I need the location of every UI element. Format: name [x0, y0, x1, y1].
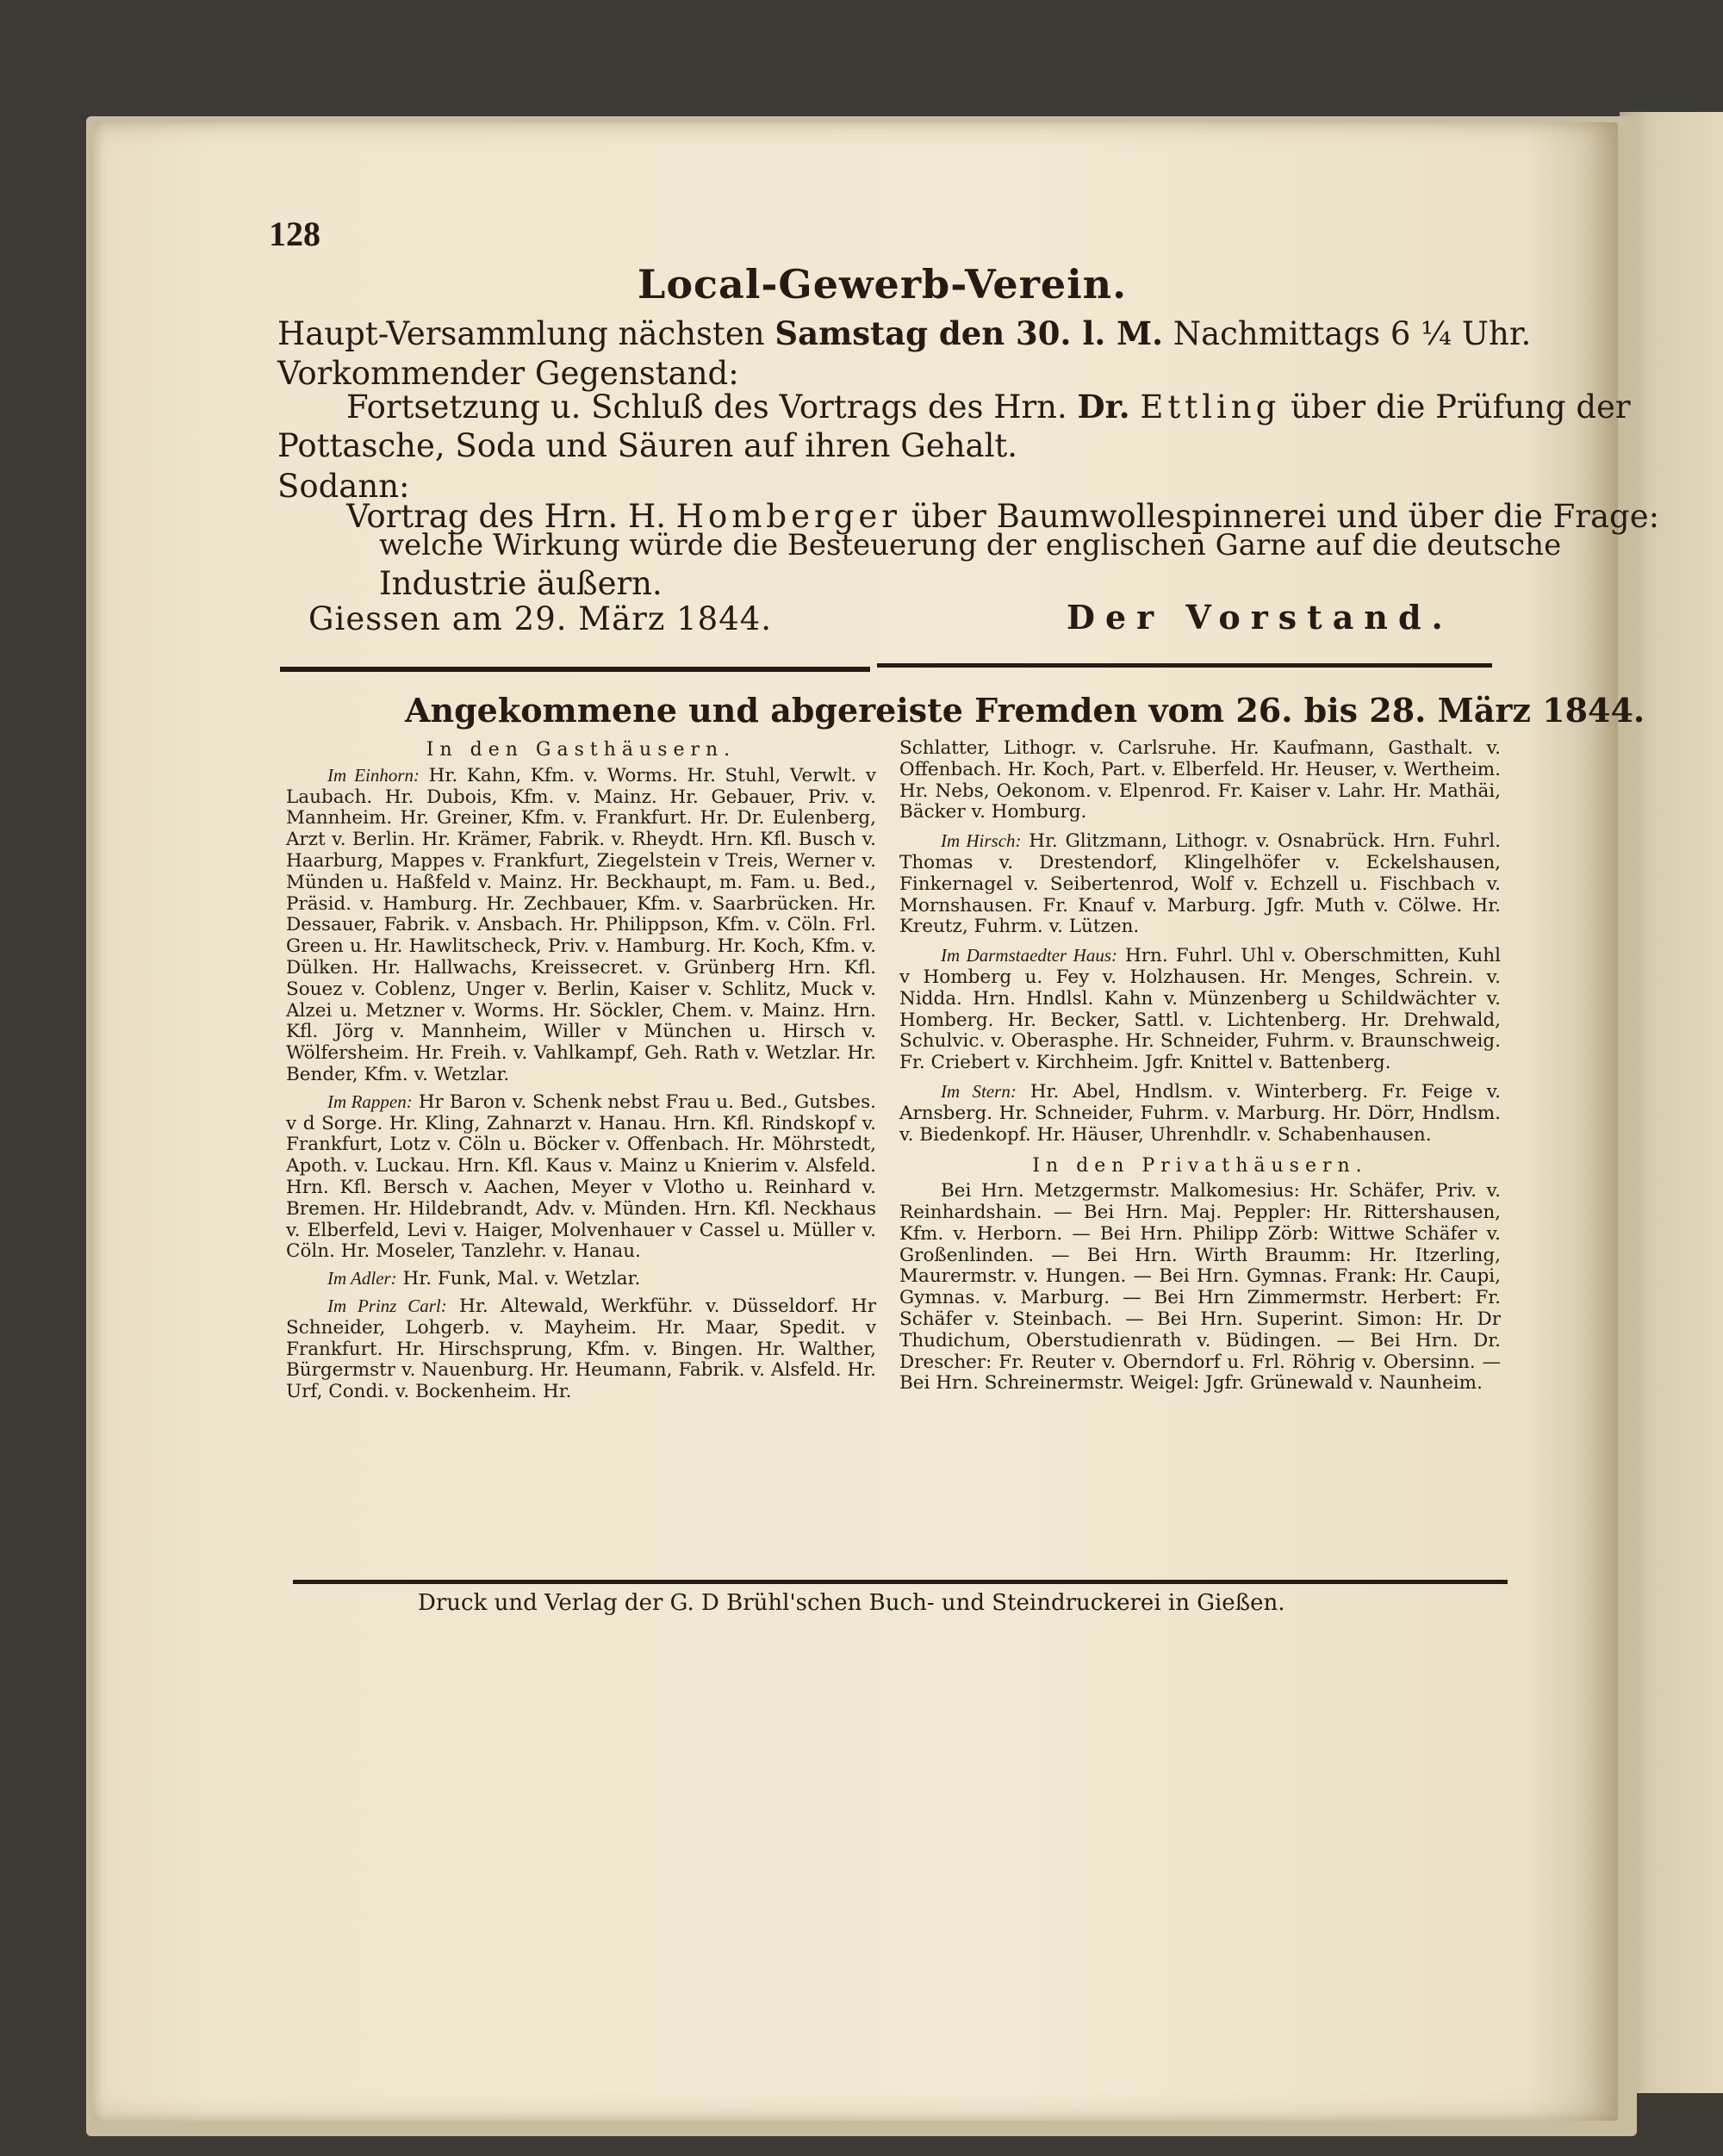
lecture-intro: Fortsetzung u. Schluß des Vortrags des Hrn. — [346, 388, 1067, 426]
announcement-line-4: Pottasche, Soda und Säuren auf ihren Gehalt. — [277, 427, 1018, 464]
place-date: Giessen am 29. März 1844. — [308, 600, 773, 637]
separator-right — [877, 663, 1492, 668]
prinz-carl-label: Im Prinz Carl: — [327, 1295, 447, 1316]
signature: Der Vorstand. — [1067, 598, 1453, 637]
meeting-intro: Haupt-Versammlung nächsten — [277, 315, 765, 352]
stern-label: Im Stern: — [941, 1080, 1017, 1102]
bottom-rule — [293, 1580, 1508, 1584]
prinz-carl-entry — [286, 1295, 876, 1403]
rappen-entry — [286, 1091, 876, 1263]
prinz-carl-continued: Schlatter, Lithogr. v. Carlsruhe. Hr. Kaufmann, Gasthalt. v. Offenbach. Hr. Koch, Part. v. Elberfeld. Hr. Heuser, v. Wertheim. Hr. Nebs, Oekonom. v. Elpenrod. Fr. Kaiser v. Lahr. Hr. Mathäi, Bäcker v. Homburg. — [899, 737, 1501, 823]
einhorn-entry — [286, 765, 876, 1086]
darmstaedter-entry — [899, 945, 1501, 1074]
announcement-line-7: welche Wirkung würde die Besteuerung der englischen Garne auf die deutsche — [379, 528, 1562, 562]
announcement-line-8: Industrie äußern. — [379, 565, 662, 602]
announcement-line-3 — [346, 388, 1631, 426]
separator-left — [280, 667, 870, 672]
hirsch-guests: Hr. Glitzmann, Lithogr. v. Osnabrück. Hrn. Fuhrl. Thomas v. Drestendorf, Klingelhöfer v. Eckelshausen, Finkernagel v. Seibertenrod, Wolf v. Echzell u. Fischbach v. Mornshausen. Fr. Knauf v. Marburg. Jgfr. Muth v. Cölwe. Hr. Kreutz, Fuhrm. v. Lützen. — [899, 830, 1501, 938]
einhorn-label: Im Einhorn: — [327, 764, 420, 786]
lecture-topic-start: über die Prüfung der — [1291, 388, 1631, 426]
meeting-time: Nachmittags 6 ¼ Uhr. — [1173, 315, 1532, 352]
private-houses-guests: Bei Hrn. Metzgermstr. Malkomesius: Hr. Schäfer, Priv. v. Reinhardshain. — Bei Hrn. Maj. Peppler: Hr. Rittershausen, Kfm. v. Herborn. — Bei Hrn. Philipp Zörb: Wittwe Schäfer v. Großenlinden. — Bei Hrn. Wirth Braumm: Hr. Itzerling, Maurermstr. v. Hungen. — Bei Hrn. Gymnas. Frank: Hr. Caupi, Gymnas. v. Marburg. — Bei Hrn Zimmermstr. Herbert: Fr. Schäfer v. Steinbach. — Bei Hrn. Superint. Simon: Hr. Dr Thudichum, Oberstudienrath v. Büdingen. — Bei Hrn. Dr. Drescher: Fr. Reuter v. Oberndorf u. Frl. Röhrig v. Obersinn. — Bei Hrn. Schreinermstr. Weigel: Jgfr. Grünewald v. Naunheim. — [899, 1180, 1501, 1395]
darmstaedter-guests: Hrn. Fuhrl. Uhl v. Oberschmitten, Kuhl v Homberg u. Fey v. Holzhausen. Hr. Menges, Schrein. v. Nidda. Hrn. Hndlsl. Kahn v. Münzenberg u Schildwächter v. Homberg. Hr. Becker, Sattl. v. Lichtenberg. Hr. Drehwald, Schulvic. v. Oberasphe. Hr. Schneider, Fuhrm. v. Braunschweig. Fr. Criebert v. Kirchheim. Jgfr. Knittel v. Battenberg. — [899, 945, 1502, 1074]
adler-label: Im Adler: — [327, 1268, 397, 1289]
stern-guests: Hr. Abel, Hndlsm. v. Winterberg. Fr. Feige v. Arnsberg. Hr. Schneider, Fuhrm. v. Marburg. Hr. Dörr, Hndlsm. v. Biedenkopf. Hr. Häuser, Uhrenhdlr. v. Schabenhausen. — [899, 1080, 1501, 1146]
announcement-line-1 — [277, 314, 1531, 352]
left-column — [286, 738, 876, 1403]
lecturer-name: Ettling — [1140, 388, 1281, 426]
lecturer-title: Dr. — [1077, 388, 1130, 426]
announcement-line-2: Vorkommender Gegenstand: — [277, 355, 739, 392]
einhorn-guests: Hr. Kahn, Kfm. v. Worms. Hr. Stuhl, Verwlt. v Laubach. Hr. Dubois, Kfm. v. Mainz. Hr. Gebauer, Priv. v. Mannheim. Hr. Greiner, Kfm. v. Frankfurt. Hr. Dr. Eulenberg, Arzt v. Berlin. Hr. Krämer, Fabrik. v. Rheydt. Hrn. Kfl. Busch v. Haarburg, Mappes v. Frankfurt, Ziegelstein v Treis, Werner v. Münden u. Haßfeld v. Mainz. Hr. Beckhaupt, m. Fam. u. Bed., Präsid. v. Hamburg. Hr. Zechbauer, Kfm. v. Saarbrücken. Hr. Dessauer, Fabrik. v. Ansbach. Hr. Philippson, Kfm. v. Cöln. Frl. Green u. Hr. Hawlitscheck, Priv. v. Hamburg. Hr. Koch, Kfm. v. Dülken. Hr. Hallwachs, Kreissecret. v. Grünberg Hrn. Kfl. Souez v. Coblenz, Unger v. Berlin, Kaiser v. Schlitz, Muck v. Alzei u. Metzner v. Worms. Hr. Söckler, Chem. v. Mainz. Hrn. Kfl. Jörg v. Mannheim, Willer v München u. Hirsch v. Wölfersheim. Hr. Freih. v. Vahlkampf, Geh. Rath v. Wetzlar. Hr. Bender, Kfm. v. Wetzlar. — [286, 764, 876, 1085]
rappen-guests: Hr Baron v. Schenk nebst Frau u. Bed., Gutsbes. v d Sorge. Hr. Kling, Zahnarzt v. Hanau. Hrn. Kfl. Rindskopf v. Frankfurt, Lotz v. Cöln u. Böcker v. Offenbach. Hr. Möhrstedt, Apoth. v. Luckau. Hrn. Kfl. Kaus v. Mainz u Knierim v. Alsfeld. Hrn. Kfl. Bersch v. Aachen, Meyer v Vlotho u. Reinhard v. Bremen. Hr. Hildebrandt, Adv. v. Münden. Hrn. Kfl. Neckhaus v. Elberfeld, Levi v. Haiger, Molvenhauer v Cassel u. Müller v. Cöln. Hr. Moseler, Tanzlehr. v. Hanau. — [286, 1090, 876, 1263]
second-lecture-intro: Vortrag des Hrn. H. — [346, 498, 667, 535]
adler-guests: Hr. Funk, Mal. v. Wetzlar. — [402, 1268, 641, 1290]
stern-entry — [899, 1081, 1501, 1146]
second-lecture-topic: über Baumwollespinnerei und über die Frage: — [911, 498, 1660, 535]
imprint: Druck und Verlag der G. D Brühl'schen Buch- und Steindruckerei in Gießen. — [418, 1590, 1285, 1616]
hirsch-label: Im Hirsch: — [941, 830, 1022, 852]
second-lecturer-name: Homberger — [675, 498, 901, 535]
section-title: Local-Gewerb-Verein. — [638, 261, 1128, 308]
announcement-line-5: Sodann: — [277, 468, 410, 505]
meeting-date: Samstag den 30. l. M. — [774, 314, 1163, 352]
hirsch-entry — [899, 830, 1501, 938]
rappen-label: Im Rappen: — [327, 1090, 413, 1112]
inns-heading: In den Gasthäusern. — [426, 739, 737, 761]
visitor-list-heading: Angekommene und abgereiste Fremden vom 26. bis 28. März 1844. — [405, 691, 1645, 730]
adler-entry — [286, 1268, 876, 1290]
right-column — [899, 738, 1501, 1395]
page-number: 128 — [269, 214, 320, 253]
prinz-carl-guests: Hr. Altewald, Werkführ. v. Düsseldorf. Hr Schneider, Lohgerb. v. Mayheim. Hr. Maar, Spedit. v Frankfurt. Hr. Hirschsprung, Kfm. v. Bingen. Hr. Walther, Bürgermstr v. Nauenburg. Hr. Heumann, Fabrik. v. Alsfeld. Hr. Urf, Condi. v. Bockenheim. Hr. — [286, 1295, 876, 1403]
darmstaedter-label: Im Darmstaedter Haus: — [941, 945, 1117, 966]
private-houses-heading: In den Privathäusern. — [1032, 1155, 1368, 1177]
